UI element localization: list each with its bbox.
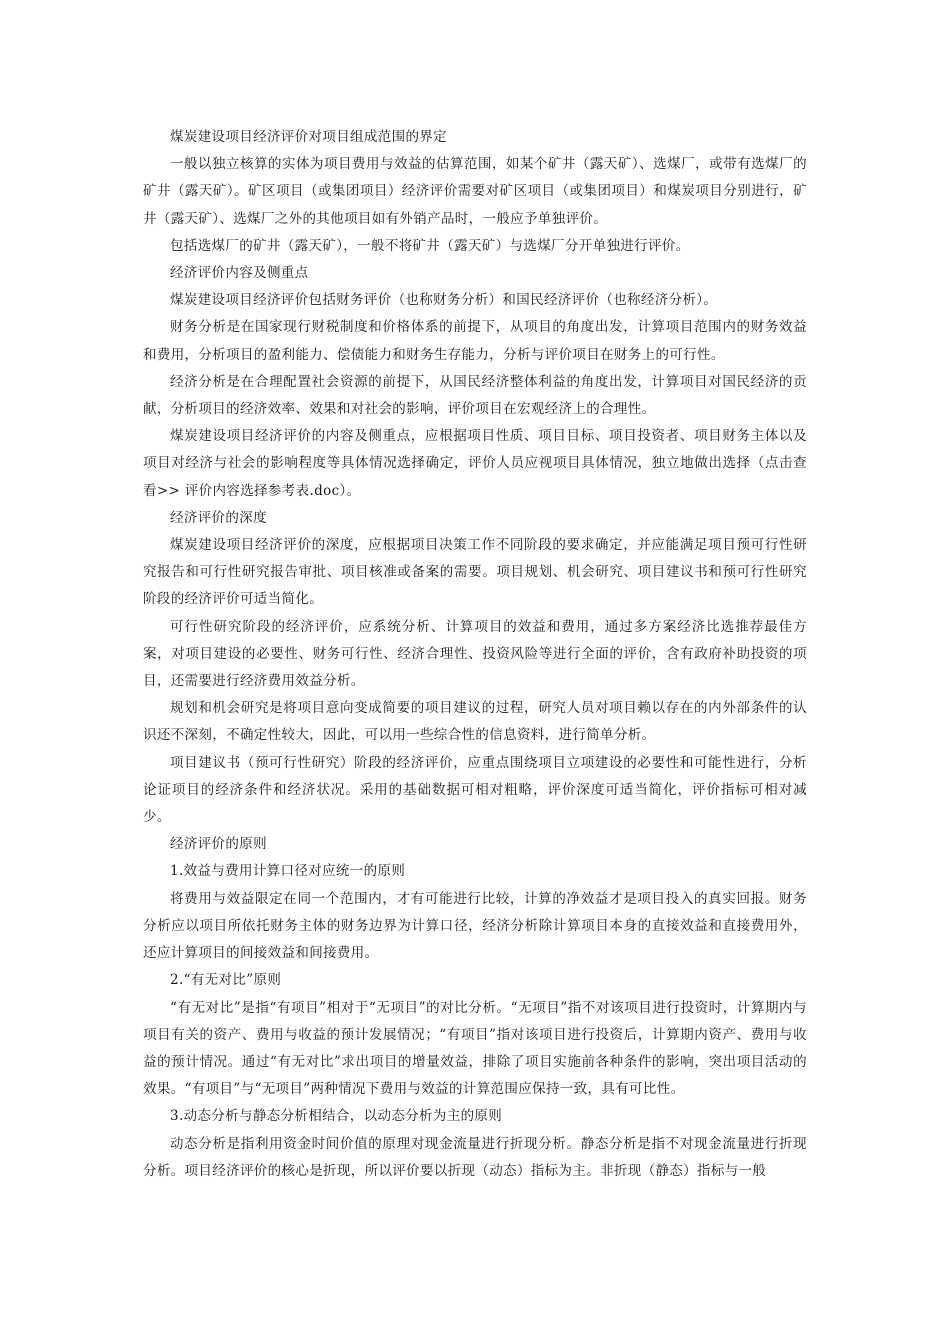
subheading-principle-2: 2.“有无对比”原则 <box>170 972 282 989</box>
paragraph: 动态分析是指利用资金时间价值的原理对现金流量进行折现分析。静态分析是指不对现金流量进行折现分析。项目经济评价的核心是折现，所以评价要以折现（动态）指标为主。非折现（静态）指标与一般 <box>143 1135 807 1179</box>
paragraph: 包括选煤厂的矿井（露天矿），一般不将矿井（露天矿）与选煤厂分开单独进行评价。 <box>170 237 690 254</box>
heading-evaluation-content: 经济评价内容及侧重点 <box>170 265 309 282</box>
heading-evaluation-principles: 经济评价的原则 <box>170 836 267 853</box>
heading-project-scope: 煤炭建设项目经济评价对项目组成范围的界定 <box>170 129 447 145</box>
document-body <box>143 124 807 1185</box>
paragraph: 将费用与效益限定在同一个范围内，才有可能进行比较，计算的净效益才是项目投入的真实回报。财务分析应以项目所依托财务主体的财务边界为计算口径，经济分析除计算项目本身的直接效益和直接费用外，还应计算项目的间接效益和间接费用。 <box>143 890 807 962</box>
paragraph: 财务分析是在国家现行财税制度和价格体系的前提下，从项目的角度出发，计算项目范围内的财务效益和费用，分析项目的盈利能力、偿债能力和财务生存能力，分析与评价项目在财务上的可行性。 <box>143 319 807 363</box>
paragraph: 一般以独立核算的实体为项目费用与效益的估算范围，如某个矿井（露天矿）、选煤厂，或带有选煤厂的矿井（露天矿）。矿区项目（或集团项目）经济评价需要对矿区项目（或集团项目）和煤炭项目分别进行，矿井（露天矿）、选煤厂之外的其他项目如有外销产品时，一般应予单独评价。 <box>143 156 807 227</box>
paragraph: 经济分析是在合理配置社会资源的前提下，从国民经济整体利益的角度出发，计算项目对国民经济的贡献，分析项目的经济效率、效果和对社会的影响，评价项目在宏观经济上的合理性。 <box>143 373 807 418</box>
heading-evaluation-depth: 经济评价的深度 <box>170 509 267 526</box>
paragraph: “有无对比”是指“有项目”相对于“无项目”的对比分析。“无项目”指不对该项目进行投资时，计算期内与项目有关的资产、费用与收益的预计发展情况；“有项目”指对该项目进行投资后，计算期内资产、费用与收益的预计情况。通过“有无对比”求出项目的增量效益，排除了项目实施前各种条件的影响，突出项目活动的效果。“有项目”与“无项目”两种情况下费用与效益的计算范围应保持一致，具有可比性。 <box>143 999 807 1098</box>
paragraph: 可行性研究阶段的经济评价，应系统分析、计算项目的效益和费用，通过多方案经济比选推荐最佳方案，对项目建设的必要性、财务可行性、经济合理性、投资风险等进行全面的评价，含有政府补助投资的项目，还需要进行经济费用效益分析。 <box>143 618 807 690</box>
paragraph: 煤炭建设项目经济评价的内容及侧重点，应根据项目性质、项目目标、项目投资者、项目财务主体以及项目对经济与社会的影响程度等具体情况选择确定，评价人员应视项目具体情况，独立地做出选择（点击查看>> 评价内容选择参考表.doc）。 <box>143 428 807 499</box>
paragraph: 煤炭建设项目经济评价包括财务评价（也称财务分析）和国民经济评价（也称经济分析）。 <box>170 292 718 309</box>
paragraph: 煤炭建设项目经济评价的深度，应根据项目决策工作不同阶段的要求确定，并应能满足项目预可行性研究报告和可行性研究报告审批、项目核准或备案的需要。项目规划、机会研究、项目建议书和预可行性研究阶段的经济评价可适当简化。 <box>143 537 807 608</box>
subheading-principle-3: 3.动态分析与静态分析相结合，以动态分析为主的原则 <box>170 1108 503 1125</box>
paragraph: 项目建议书（预可行性研究）阶段的经济评价，应重点围绕项目立项建设的必要性和可能性进行，分析论证项目的经济条件和经济状况。采用的基础数据可相对粗略，评价深度可适当简化，评价指标可相对减少。 <box>143 754 807 826</box>
subheading-principle-1: 1.效益与费用计算口径对应统一的原则 <box>170 863 406 880</box>
paragraph: 规划和机会研究是将项目意向变成简要的项目建议的过程，研究人员对项目赖以存在的内外部条件的认识还不深刻，不确定性较大，因此，可以用一些综合性的信息资料，进行简单分析。 <box>143 700 807 744</box>
